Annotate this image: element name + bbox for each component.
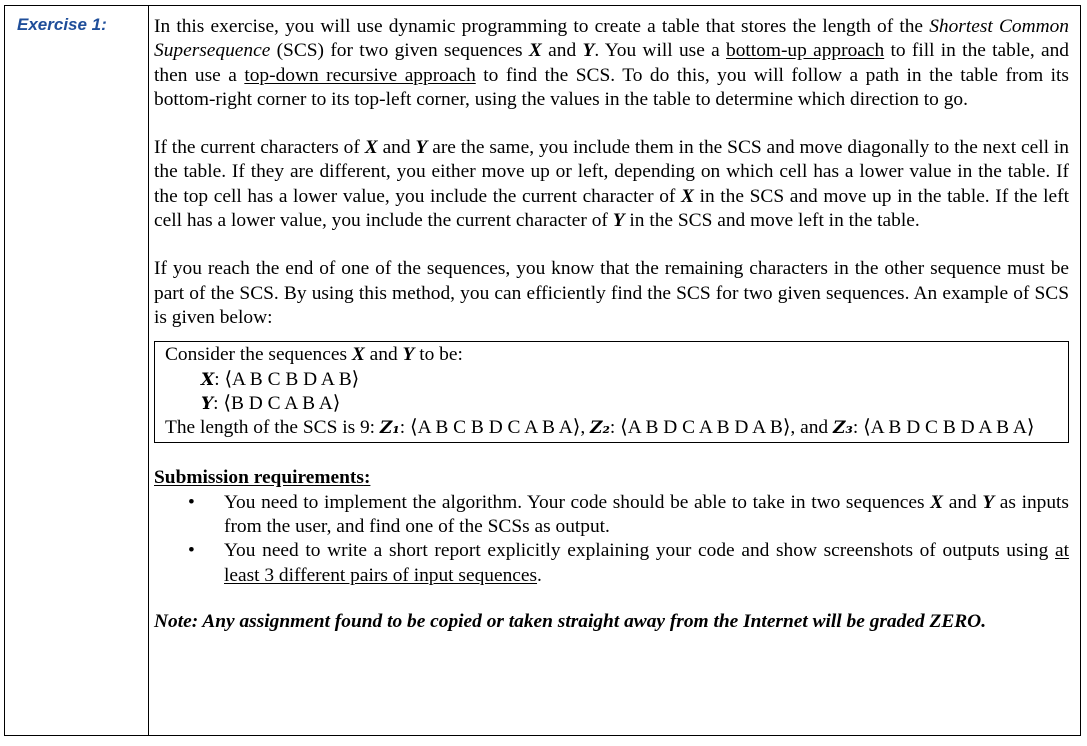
input-pairs-text: at least 3 different pairs of input sequences: [224, 540, 1069, 586]
intro-paragraph: In this exercise, you will use dynamic programming to create a table that stores the length of the Shortest Common Supersequence (SCS) for two given sequences X and Y. You will use a bottom-up approach to fill in the table, and then use a top-down recursive approach to find the SCS. To do this, you will follow a path in the table from its bottom-right corner to its top-left corner, using the values in the table to determine which direction to go.: [154, 16, 1069, 110]
sequence-y: Y: ⟨B D C A B A⟩: [201, 392, 341, 414]
submission-heading: Submission requirements:: [154, 467, 371, 489]
requirement-item: • You need to write a short report explicitly explaining your code and show screenshots of outputs using at least 3 different pairs of input sequences.: [188, 540, 1069, 586]
sequence-x: X: ⟨A B C B D A B⟩: [201, 368, 360, 390]
example-intro: Consider the sequences X and Y to be:: [165, 344, 463, 366]
requirements-list: [154, 491, 1069, 588]
end-paragraph: If you reach the end of one of the sequences, you know that the remaining characters in the other sequence must be part of the SCS. By using this method, you can efficiently find the SCS for two given sequences. An example of SCS is given below:: [154, 258, 1069, 328]
column-divider: [148, 6, 149, 735]
scs-term: Shortest Common Supersequence: [154, 16, 1069, 62]
scs-result: The length of the SCS is 9: Z₁: ⟨A B C B D C A B A⟩, Z₂: ⟨A B D C A B D A B⟩, and Z₃: ⟨A B D C B D A B A⟩: [165, 417, 1035, 439]
bottom-up-approach-text: bottom-up approach: [726, 40, 885, 62]
exercise-content: [154, 15, 1069, 634]
exercise-label: Exercise 1:: [17, 15, 107, 34]
method-paragraph: If the current characters of X and Y are the same, you include them in the SCS and move diagonally to the next cell in the table. If they are different, you either move up or left, depending on which cell has a lower value in the table. If the top cell has a lower value, you include the current character of X in the SCS and move up in the table. If the left cell has a lower value, you include the current character of Y in the SCS and move left in the table.: [154, 137, 1069, 232]
example-box: [154, 341, 1069, 443]
bullet-icon: •: [188, 491, 195, 513]
top-down-approach-text: top-down recursive approach: [244, 64, 476, 86]
requirement-item: • You need to implement the algorithm. Your code should be able to take in two sequences X and Y as inputs from the user, and find one of the SCSs as output.: [188, 491, 1069, 538]
bullet-icon: •: [188, 540, 195, 562]
plagiarism-note: Note: Any assignment found to be copied or taken straight away from the Internet will be graded ZERO.: [154, 610, 987, 632]
exercise-table: [4, 5, 1081, 736]
